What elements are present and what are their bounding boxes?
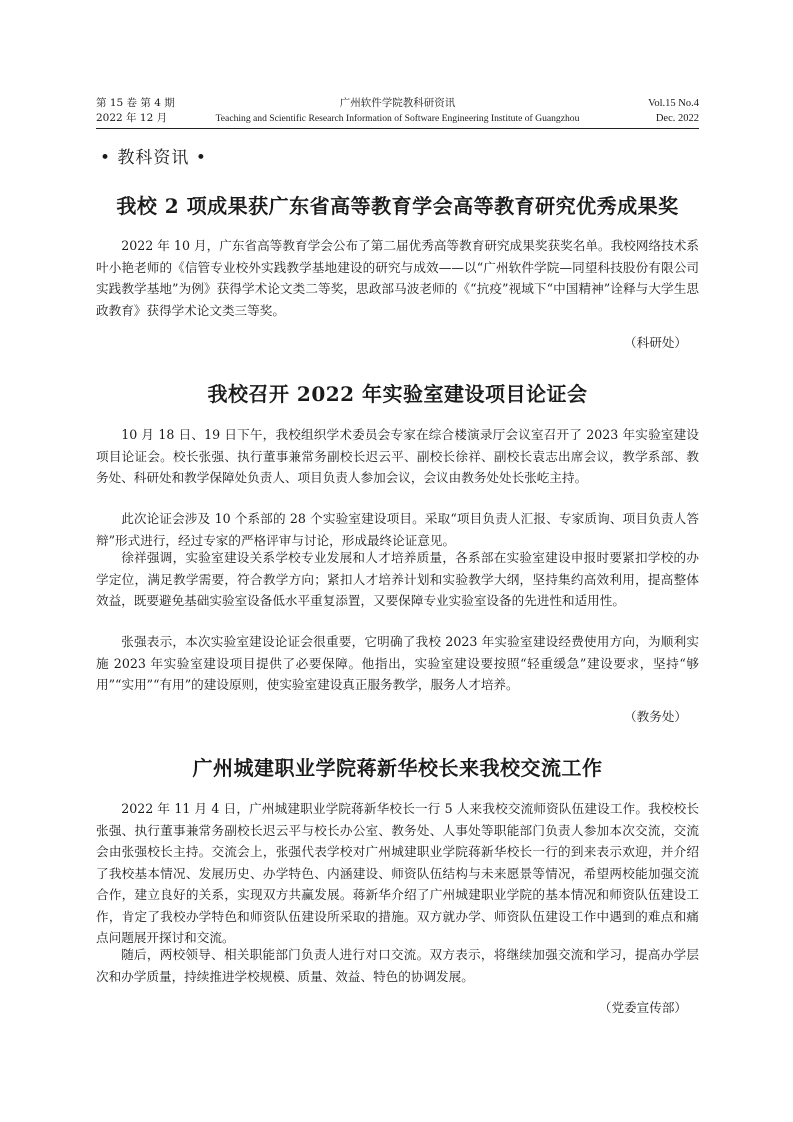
- article-paragraph: 张强表示，本次实验室建设论证会很重要，它明确了我校 2023 年实验室建设经费使用方向，为顺利实施 2023 年实验室建设项目提供了必要保障。他指出，实验室建设要按照“轻重缓急”建设要求，坚持“够用”“实用”“有用”的建设原则，使实验室建设真正服务教学，服务人才培养。: [96, 634, 699, 692]
- article-paragraph: 2022 年 10 月，广东省高等教育学会公布了第二届优秀高等教育研究成果奖获奖名单。我校网络技术系叶小艳老师的《信管专业校外实践教学基地建设的研究与成效——以“广州软件学院—同望科技股份有限公司实践教学基地”为例》获得学术论文类二等奖，思政部马波老师的《“抗疫”视域下“中国精神”诠释与大学生思政教育》获得学术论文类三等奖。: [96, 238, 699, 318]
- journal-title-en: Teaching and Scientific Research Information of Software Engineering Institute of Guangzhou: [215, 113, 580, 124]
- section-label: • 教科资讯 •: [100, 148, 207, 168]
- volume-en: Vol.15 No.4: [648, 98, 699, 109]
- article-title: 广州城建职业学院蒋新华校长来我校交流工作: [192, 756, 603, 780]
- article-source: （教务处）: [624, 709, 687, 724]
- date-cn: 2022 年 12 月: [96, 112, 168, 124]
- volume-cn: 第 15 卷 第 4 期: [96, 97, 175, 109]
- date-en: Dec. 2022: [655, 113, 699, 124]
- header-divider: [96, 128, 699, 129]
- article-paragraph: 此次论证会涉及 10 个系部的 28 个实验室建设项目。采取“项目负责人汇报、专家质询、项目负责人答辩”形式进行，经过专家的严格评审与讨论，形成最终论证意见。: [96, 511, 699, 548]
- header-center: [96, 96, 699, 126]
- article-paragraph: 徐祥强调，实验室建设关系学校专业发展和人才培养质量，各系部在实验室建设申报时要紧扣学校的办学定位，满足教学需要，符合教学方向；紧扣人才培养计划和实验教学大纲，坚持集约高效利用，提高整体效益，既要避免基础实验室设备低水平重复添置，又要保障专业实验室设备的先进性和适用性。: [96, 550, 699, 608]
- article-source: （科研处）: [624, 335, 687, 350]
- running-header: [96, 96, 699, 128]
- header-right: [648, 96, 699, 126]
- article-title: 我校 2 项成果获广东省高等教育学会高等教育研究优秀成果奖: [116, 194, 679, 218]
- article-paragraph: 10 月 18 日、19 日下午，我校组织学术委员会专家在综合楼演录厅会议室召开了 2023 年实验室建设项目论证会。校长张强、执行董事兼常务副校长迟云平、副校长徐祥、副校长袁志出席会议，教学系部、教务处、科研处和教学保障处负责人、项目负责人参加会议，会议由教务处处长张屹主持。: [96, 427, 699, 485]
- article-source: （党委宣传部）: [598, 1000, 687, 1015]
- article-paragraph: 2022 年 11 月 4 日，广州城建职业学院蒋新华校长一行 5 人来我校交流师资队伍建设工作。我校校长张强、执行董事兼常务副校长迟云平与校长办公室、教务处、人事处等职能部门负责人参加本次交流，交流会由张强校长主持。交流会上，张强代表学校对广州城建职业学院蒋新华校长一行的到来表示欢迎，并介绍了我校基本情况、发展历史、办学特色、内涵建设、师资队伍结构与未来愿景等情况，希望两校能加强交流合作，建立良好的关系，实现双方共赢发展。蒋新华介绍了广州城建职业学院的基本情况和师资队伍建设工作，肯定了我校办学特色和师资队伍建设所采取的措施。双方就办学、师资队伍建设工作中遇到的难点和痛点问题展开探讨和交流。: [96, 801, 699, 945]
- journal-title-cn: 广州软件学院教科研资讯: [339, 97, 456, 109]
- article-title: 我校召开 2022 年实验室建设项目论证会: [207, 382, 588, 406]
- article-paragraph: 随后，两校领导、相关职能部门负责人进行对口交流。双方表示，将继续加强交流和学习，提高办学层次和办学质量，持续推进学校规模、质量、效益、特色的协调发展。: [96, 947, 699, 984]
